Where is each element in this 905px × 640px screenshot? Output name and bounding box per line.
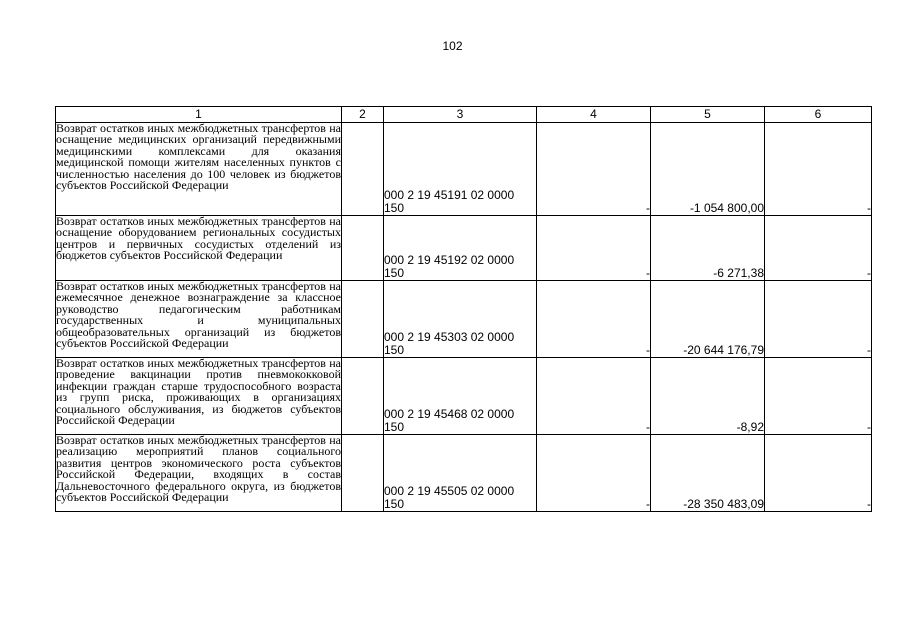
- budget-table: [55, 106, 872, 512]
- row-col6: -: [765, 216, 872, 281]
- table-row: [56, 435, 872, 512]
- row-amount: -1 054 800,00: [651, 123, 765, 216]
- row-description: Возврат остатков иных межбюджетных трансфертов на оснащение оборудованием региональных сосудистых центров и первичных сосудистых отделений из бюджетов субъектов Российской Федерации: [56, 216, 342, 281]
- row-col4: -: [537, 216, 651, 281]
- row-col4: -: [537, 123, 651, 216]
- row-code: 000 2 19 45505 02 0000 150: [384, 435, 537, 512]
- row-col2: [342, 123, 384, 216]
- row-col6: -: [765, 435, 872, 512]
- row-col6: -: [765, 281, 872, 358]
- row-col6: -: [765, 123, 872, 216]
- row-col4: -: [537, 358, 651, 435]
- row-col6: -: [765, 358, 872, 435]
- row-code: 000 2 19 45192 02 0000 150: [384, 216, 537, 281]
- table-row: [56, 281, 872, 358]
- row-col4: -: [537, 281, 651, 358]
- row-description: Возврат остатков иных межбюджетных трансфертов на ежемесячное денежное вознаграждение за классное руководство педагогическим работникам государственных и муниципальных общеобразовательных организаций из бюджетов субъектов Российской Федерации: [56, 281, 342, 358]
- row-description: Возврат остатков иных межбюджетных трансфертов на реализацию мероприятий планов социального развития центров экономического роста субъектов Российской Федерации, входящих в состав Дальневосточного федерального округа, из бюджетов субъектов Российской Федерации: [56, 435, 342, 512]
- row-code: 000 2 19 45191 02 0000 150: [384, 123, 537, 216]
- row-amount: -28 350 483,09: [651, 435, 765, 512]
- row-code: 000 2 19 45303 02 0000 150: [384, 281, 537, 358]
- row-code: 000 2 19 45468 02 0000 150: [384, 358, 537, 435]
- row-col2: [342, 216, 384, 281]
- column-header-4: 4: [537, 107, 651, 123]
- table-row: [56, 123, 872, 216]
- row-col2: [342, 358, 384, 435]
- row-amount: -8,92: [651, 358, 765, 435]
- column-header-2: 2: [342, 107, 384, 123]
- row-description: Возврат остатков иных межбюджетных трансфертов на проведение вакцинации против пневмококковой инфекции граждан старше трудоспособного возраста из групп риска, проживающих в организациях социального обслуживания, из бюджетов субъектов Российской Федерации: [56, 358, 342, 435]
- table-row: [56, 358, 872, 435]
- row-amount: -20 644 176,79: [651, 281, 765, 358]
- page-number: 102: [442, 39, 463, 53]
- column-header-6: 6: [765, 107, 872, 123]
- column-header-3: 3: [384, 107, 537, 123]
- column-header-1: 1: [56, 107, 342, 123]
- row-col2: [342, 435, 384, 512]
- row-amount: -6 271,38: [651, 216, 765, 281]
- table-row: [56, 216, 872, 281]
- row-col2: [342, 281, 384, 358]
- row-description: Возврат остатков иных межбюджетных трансфертов на оснащение медицинских организаций передвижными медицинскими комплексами для оказания медицинской помощи жителям населенных пунктов с численностью населения до 100 человек из бюджетов субъектов Российской Федерации: [56, 123, 342, 216]
- column-header-5: 5: [651, 107, 765, 123]
- row-col4: -: [537, 435, 651, 512]
